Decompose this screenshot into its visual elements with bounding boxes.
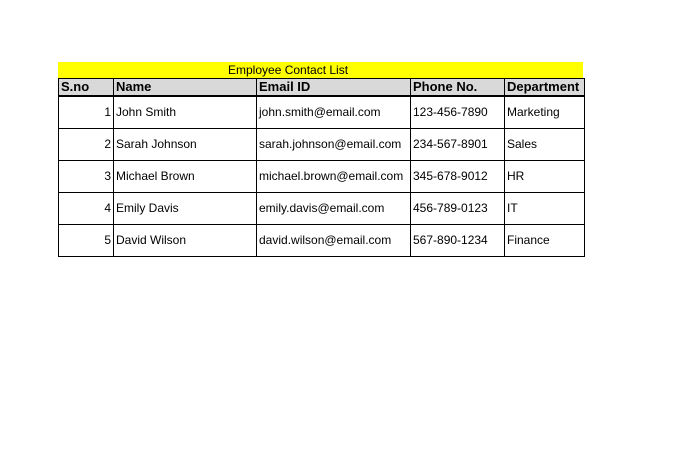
cell-name: Emily Davis [114, 193, 257, 225]
table-row [59, 193, 585, 225]
cell-email: david.wilson@email.com [257, 225, 411, 257]
cell-email: sarah.johnson@email.com [257, 129, 411, 161]
cell-department: HR [505, 161, 585, 193]
cell-phone: 123-456-7890 [411, 96, 505, 129]
cell-phone: 567-890-1234 [411, 225, 505, 257]
cell-sno: 1 [59, 96, 114, 129]
table-row [59, 129, 585, 161]
cell-department: IT [505, 193, 585, 225]
header-row [59, 79, 585, 97]
header-email: Email ID [257, 79, 411, 97]
cell-sno: 5 [59, 225, 114, 257]
table-row [59, 96, 585, 129]
cell-name: David Wilson [114, 225, 257, 257]
cell-name: Michael Brown [114, 161, 257, 193]
header-phone: Phone No. [411, 79, 505, 97]
cell-sno: 2 [59, 129, 114, 161]
cell-department: Finance [505, 225, 585, 257]
header-department: Department [505, 79, 585, 97]
header-name: Name [114, 79, 257, 97]
title-bar [58, 62, 583, 78]
table-row [59, 225, 585, 257]
cell-phone: 234-567-8901 [411, 129, 505, 161]
table-row [59, 161, 585, 193]
cell-name: Sarah Johnson [114, 129, 257, 161]
table-title: Employee Contact List [228, 63, 349, 77]
cell-sno: 3 [59, 161, 114, 193]
table-body [59, 96, 585, 257]
cell-email: michael.brown@email.com [257, 161, 411, 193]
cell-department: Sales [505, 129, 585, 161]
cell-phone: 456-789-0123 [411, 193, 505, 225]
cell-name: John Smith [114, 96, 257, 129]
cell-email: john.smith@email.com [257, 96, 411, 129]
table-header [59, 79, 585, 97]
cell-phone: 345-678-9012 [411, 161, 505, 193]
employee-contact-table [58, 78, 585, 257]
header-sno: S.no [59, 79, 114, 97]
cell-department: Marketing [505, 96, 585, 129]
cell-sno: 4 [59, 193, 114, 225]
cell-email: emily.davis@email.com [257, 193, 411, 225]
